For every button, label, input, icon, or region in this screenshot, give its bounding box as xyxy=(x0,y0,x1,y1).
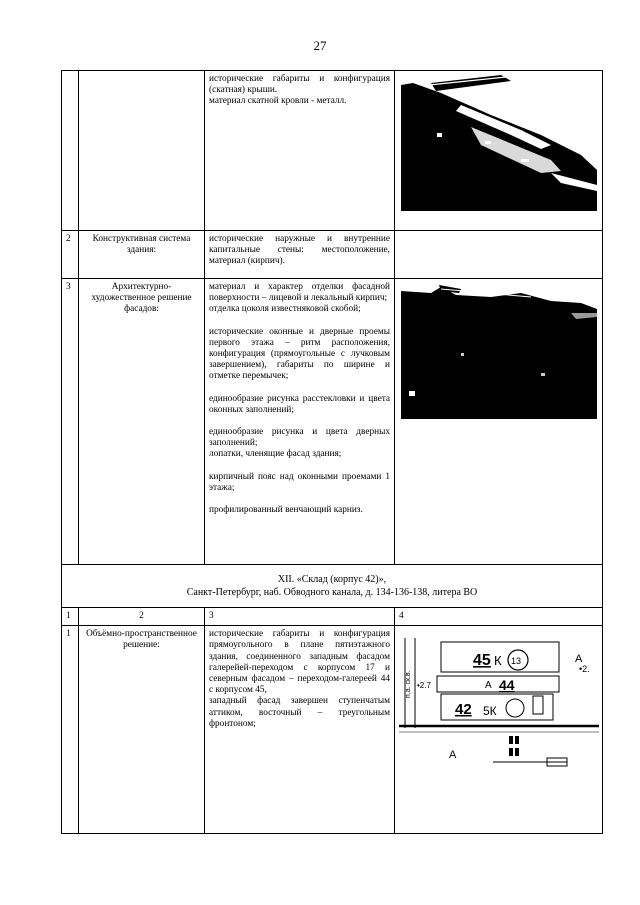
table-row xyxy=(62,626,603,834)
table-row xyxy=(62,71,603,231)
heritage-table xyxy=(61,70,603,834)
row-number: 2 xyxy=(62,231,79,279)
description-paragraph: кирпичный пояс над оконными проемами 1 этажа; xyxy=(209,471,390,493)
description-paragraph: материал скатной кровли - металл. xyxy=(209,96,347,107)
row-description xyxy=(205,71,395,231)
map-label-dot: •2.7 xyxy=(417,681,431,691)
street-label: п.а. ск.в. xyxy=(405,670,412,699)
facade-photo-icon xyxy=(401,283,597,419)
floors-number: 13 xyxy=(511,656,522,667)
row-number: 3 xyxy=(62,279,79,565)
table-row xyxy=(62,231,603,279)
column-number-row xyxy=(62,608,603,626)
section-header-row xyxy=(62,565,603,608)
photo-cell xyxy=(395,71,603,231)
row-name: Конструктивная система здания: xyxy=(79,231,205,279)
map-cell xyxy=(395,626,603,834)
map-label-a: А xyxy=(575,653,583,666)
building-k: 5К xyxy=(483,704,497,719)
building-44 xyxy=(437,676,559,692)
section-title xyxy=(62,565,603,608)
building-k: К xyxy=(494,653,502,669)
description-paragraph: единообразие рисунка расстекловки и цвета оконных заполнений; xyxy=(209,393,390,415)
map-label-dot: •2. xyxy=(579,664,590,675)
description-paragraph: профилированный венчающий карниз. xyxy=(209,505,363,516)
section-title-line: XII. «Склад (корпус 42)», xyxy=(277,574,387,585)
building-number: 44 xyxy=(499,677,515,694)
roof-photo-icon xyxy=(401,75,597,211)
column-number: 1 xyxy=(62,608,79,626)
column-number: 3 xyxy=(205,608,395,626)
floors-circle xyxy=(506,699,524,717)
row-description xyxy=(205,231,395,279)
row-number: 1 xyxy=(62,626,79,834)
photo-cell xyxy=(395,279,603,565)
column-number: 4 xyxy=(395,608,603,626)
page-number: 27 xyxy=(313,38,327,53)
row-name: Архитектурно-художественное решение фасадов: xyxy=(79,279,205,565)
hatch-box xyxy=(533,696,543,714)
building-number: 42 xyxy=(455,701,472,719)
row-name: Объёмно-пространственное решение: xyxy=(79,626,205,834)
map-label-a3: А xyxy=(449,749,457,762)
building-number: 45 xyxy=(473,652,491,670)
row-description: исторические габариты и конфигурация прямоугольного в плане пятиэтажного здания, соединенного западным фасадом галерейей-переходом с корпусом 17 и северным фасадом – переходом-галереей 44 с корпусом 45, западный фасад завершен ступенчатым аттиком, восточный – треугольным фронтоном; xyxy=(205,626,395,834)
table-row xyxy=(62,279,603,565)
description-paragraph: исторические оконные и дверные проемы первого этажа – ритм расположения, конфигурация (прямоугольные с лучковым завершением), габариты по ширине и отметке перемычек; xyxy=(209,326,390,382)
description-paragraph: исторические наружные и внутренние капитальные стены: местоположение, материал (кирпич). xyxy=(209,234,390,267)
map-label-a2: А xyxy=(485,680,492,692)
empty-cell xyxy=(395,231,603,279)
description-paragraph: исторические габариты и конфигурация (скатная) крыши. xyxy=(209,74,390,96)
row-name xyxy=(79,71,205,231)
row-description xyxy=(205,279,395,565)
row-number xyxy=(62,71,79,231)
section-address-line: Санкт-Петербург, наб. Обводного канала, д. 134-136-138, литера ВО xyxy=(186,587,478,598)
description-paragraph: единообразие рисунка и цвета дверных заполнений; лопатки, членящие фасад здания; xyxy=(209,427,390,460)
description-paragraph: материал и характер отделки фасадной поверхности – лицевой и лекальный кирпич; отделка цоколя известняковой скобой; xyxy=(209,282,390,315)
site-plan-map xyxy=(397,628,599,778)
column-number: 2 xyxy=(79,608,205,626)
